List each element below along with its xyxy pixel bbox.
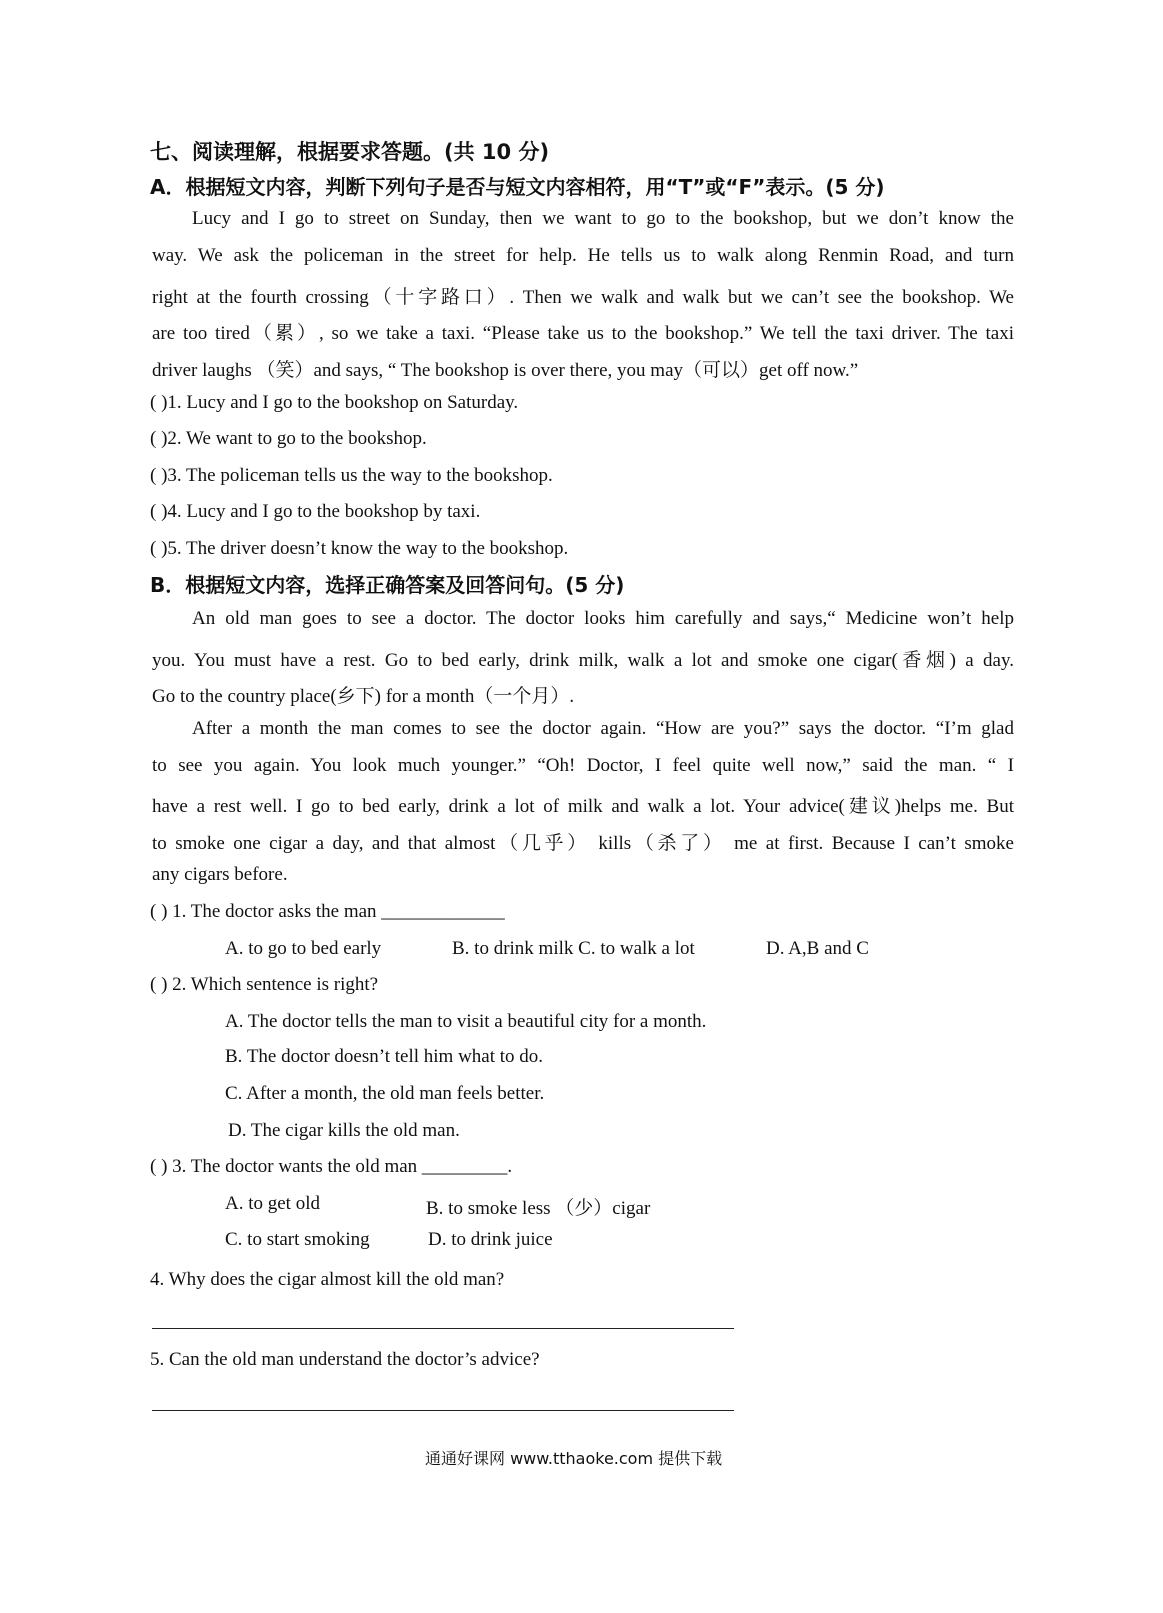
- part-b-passage-line: to smoke one cigar a day, and that almost（几乎） kills（杀了） me at first. Because I can’t smoke: [152, 833, 1014, 854]
- part-b-q3-stem: ( ) 3. The doctor wants the old man _________.: [150, 1156, 513, 1177]
- part-b-passage-line: An old man goes to see a doctor. The doctor looks him carefully and says,“ Medicine won’t help: [192, 608, 1014, 629]
- part-b-q3-option-a: A. to get old: [225, 1193, 320, 1214]
- part-b-q3-option-b: B. to smoke less （少）cigar: [426, 1198, 651, 1219]
- part-a-passage-line: driver laughs （笑）and says, “ The bookshop is over there, you may（可以）get off now.”: [152, 360, 859, 381]
- part-b-q1-option-d: D. A,B and C: [766, 938, 869, 959]
- part-b-q3-option-c: C. to start smoking: [225, 1229, 370, 1250]
- part-b-q1-option-bc: B. to drink milk C. to walk a lot: [452, 938, 695, 959]
- section-title: 七、阅读理解，根据要求答题。(共 10 分): [150, 140, 550, 164]
- part-a-passage-line: way. We ask the policeman in the street for help. He tells us to walk along Renmin Road, and turn: [152, 245, 1014, 266]
- part-b-q1-stem: ( ) 1. The doctor asks the man _____________: [150, 901, 505, 922]
- part-a-question: ( )3. The policeman tells us the way to the bookshop.: [150, 465, 553, 486]
- part-b-passage-line: Go to the country place(乡下) for a month（一个月）.: [152, 686, 575, 707]
- part-b-passage-line: any cigars before.: [152, 864, 288, 885]
- part-a-passage-line: Lucy and I go to street on Sunday, then we want to go to the bookshop, but we don’t know the: [192, 208, 1014, 229]
- part-b-q2-option: B. The doctor doesn’t tell him what to do.: [225, 1046, 544, 1067]
- part-a-question: ( )1. Lucy and I go to the bookshop on Saturday.: [150, 392, 519, 413]
- part-a-question: ( )4. Lucy and I go to the bookshop by taxi.: [150, 501, 481, 522]
- part-b-q2-option: D. The cigar kills the old man.: [228, 1120, 460, 1141]
- part-b-passage-line: to see you again. You look much younger.” “Oh! Doctor, I feel quite well now,” said the man. “ I: [152, 755, 1014, 776]
- part-b-title: B．根据短文内容，选择正确答案及回答问句。(5 分): [150, 573, 625, 597]
- part-b-passage-line: have a rest well. I go to bed early, drink a lot of milk and walk a lot. Your advice(建议)helps me. But: [152, 796, 1014, 817]
- answer-line-q5: [152, 1410, 734, 1411]
- part-a-question: ( )5. The driver doesn’t know the way to the bookshop.: [150, 538, 569, 559]
- page-footer: 通通好课网 www.tthaoke.com 提供下载: [425, 1449, 723, 1468]
- part-a-question: ( )2. We want to go to the bookshop.: [150, 428, 427, 449]
- part-b-q4: 4. Why does the cigar almost kill the old man?: [150, 1269, 505, 1290]
- part-b-passage-line: After a month the man comes to see the doctor again. “How are you?” says the doctor. “I’m glad: [192, 718, 1014, 739]
- part-a-passage-line: are too tired（累）, so we take a taxi. “Please take us to the bookshop.” We tell the taxi driver. The taxi: [152, 323, 1014, 344]
- part-b-q2-stem: ( ) 2. Which sentence is right?: [150, 974, 379, 995]
- part-b-q2-option: A. The doctor tells the man to visit a beautiful city for a month.: [225, 1011, 707, 1032]
- part-b-passage-line: you. You must have a rest. Go to bed early, drink milk, walk a lot and smoke one cigar(香烟) a day.: [152, 650, 1014, 671]
- part-a-passage-line: right at the fourth crossing（十字路口）. Then we walk and walk but we can’t see the bookshop. We: [152, 287, 1014, 308]
- part-b-q1-option-a: A. to go to bed early: [225, 938, 382, 959]
- part-a-title: A．根据短文内容，判断下列句子是否与短文内容相符，用“T”或“F”表示。(5 分): [150, 175, 885, 199]
- part-b-q2-option: C. After a month, the old man feels better.: [225, 1083, 545, 1104]
- part-b-q5: 5. Can the old man understand the doctor’s advice?: [150, 1349, 540, 1370]
- answer-line-q4: [152, 1328, 734, 1329]
- part-b-q3-option-d: D. to drink juice: [428, 1229, 553, 1250]
